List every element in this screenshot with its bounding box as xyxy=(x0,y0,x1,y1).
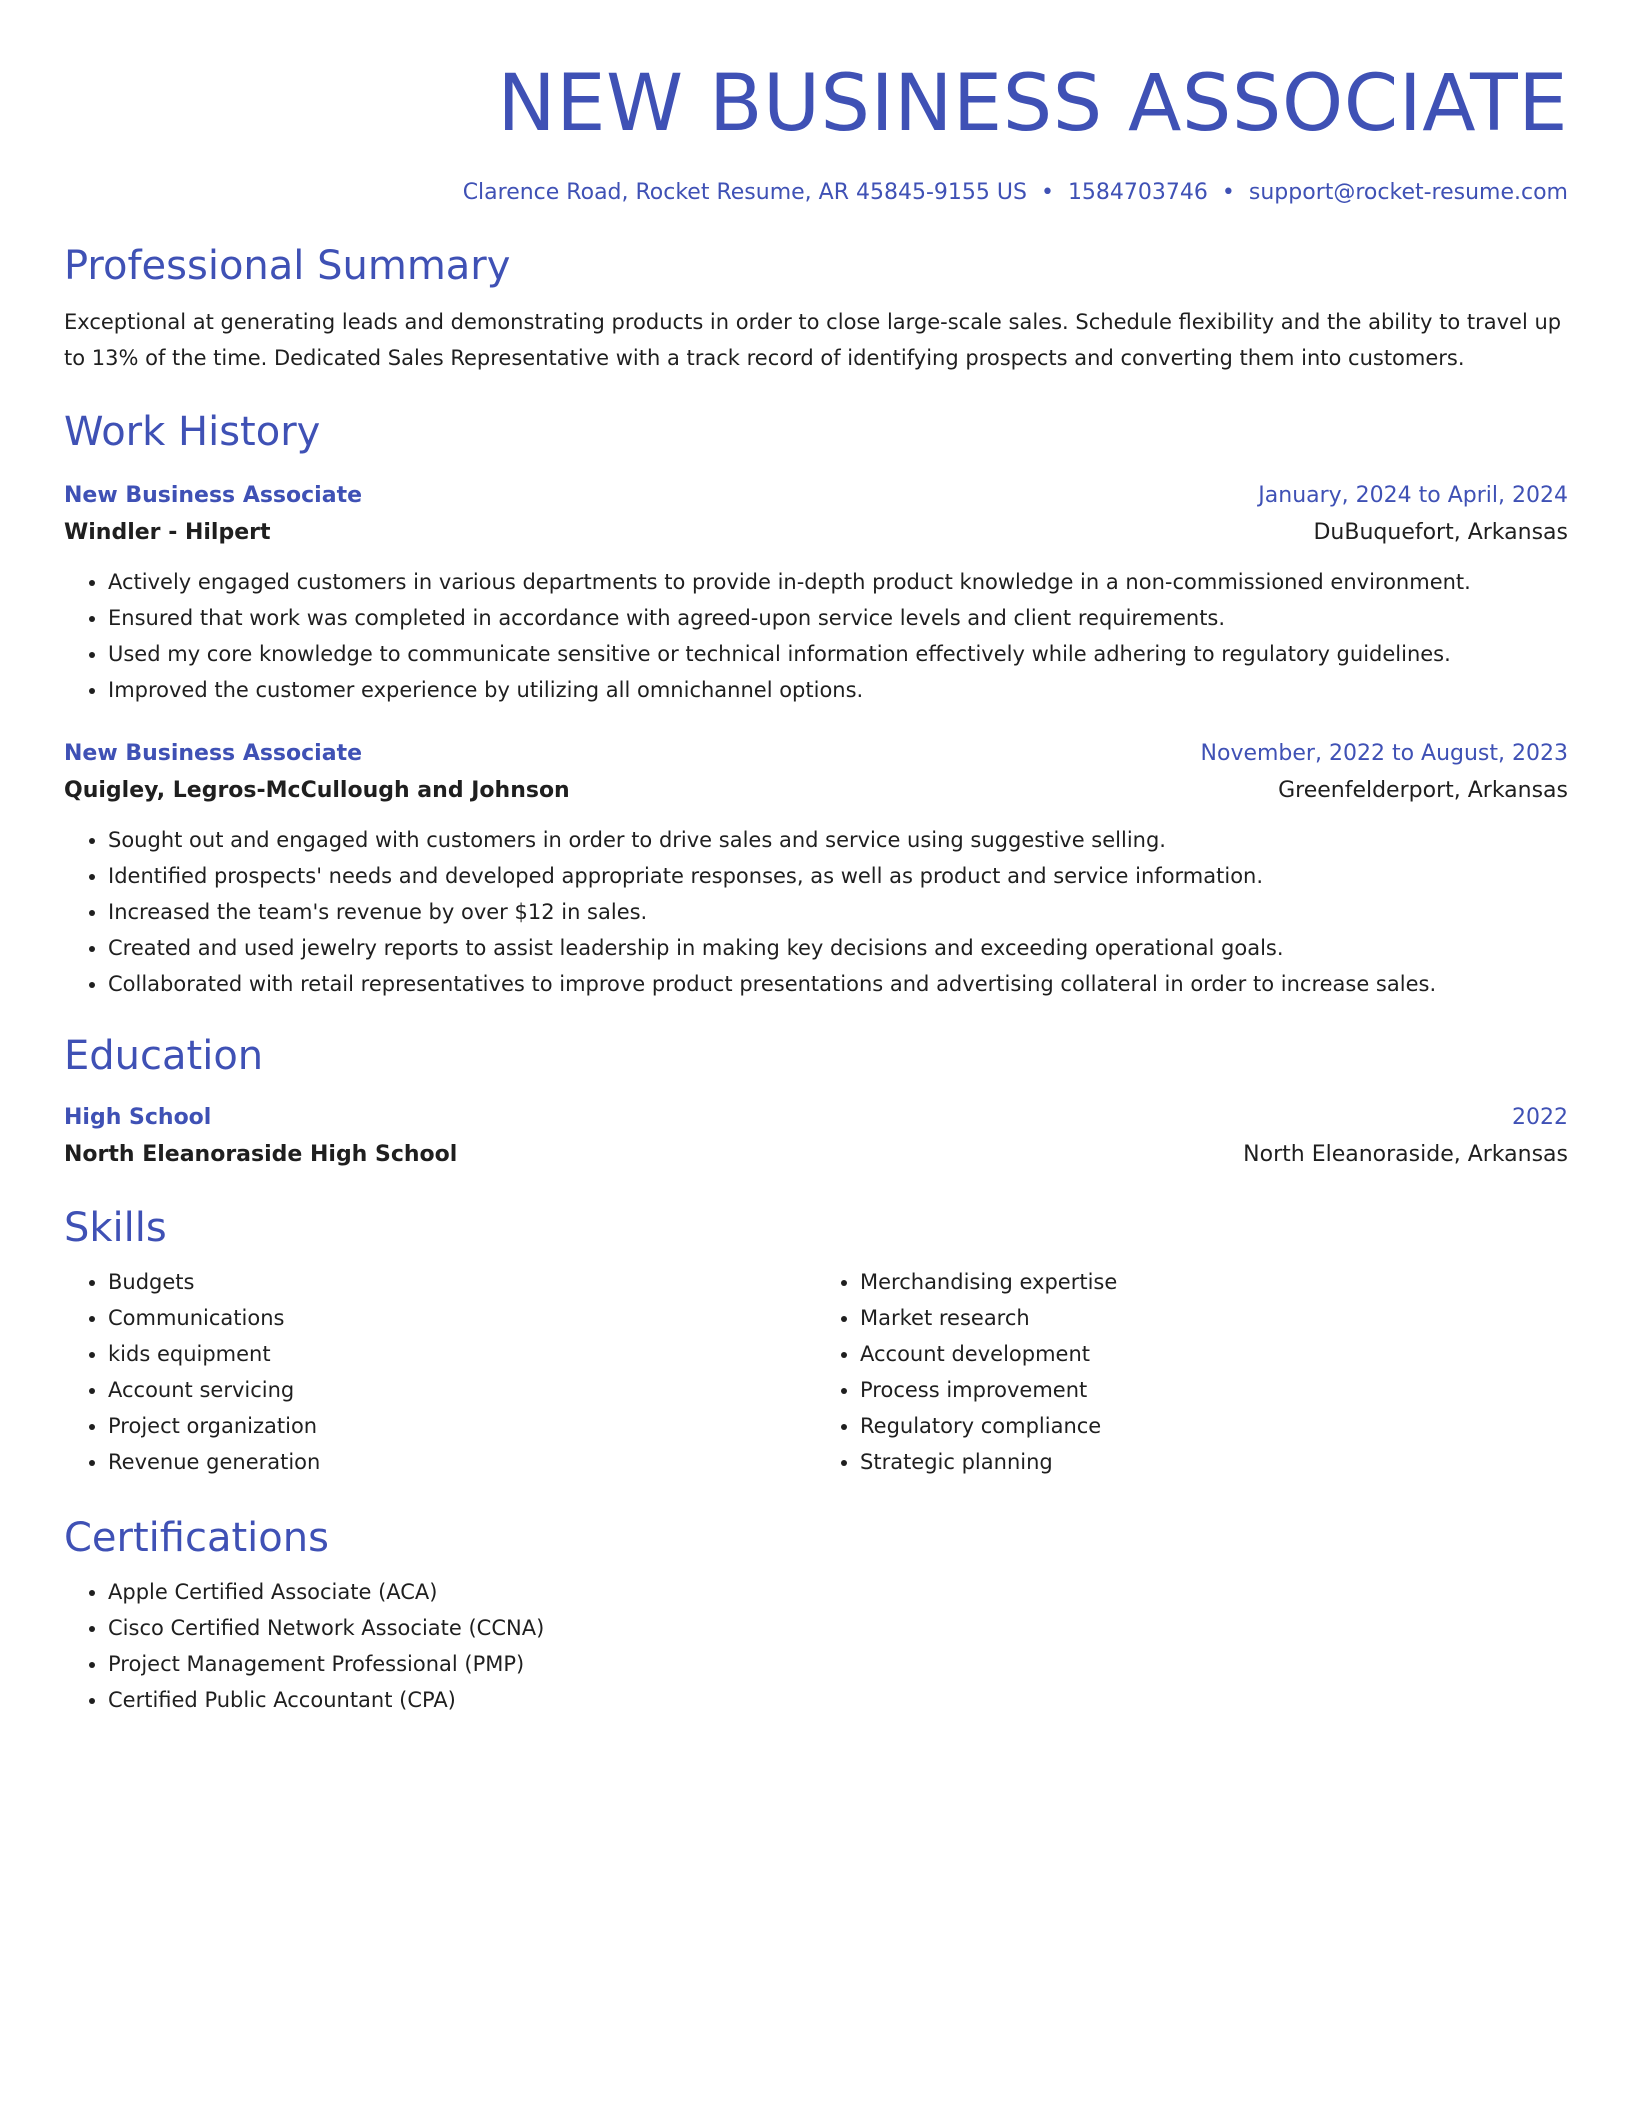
skill-item: • Market research xyxy=(860,1300,1568,1336)
skill-item: • Strategic planning xyxy=(860,1444,1568,1480)
section-title-work-history: Work History xyxy=(64,409,321,455)
skills-list xyxy=(816,1264,1568,1480)
job-dates: January, 2024 to April, 2024 xyxy=(1258,483,1568,508)
contact-separator: • xyxy=(1040,180,1054,205)
candidate-name: NEW BUSINESS ASSOCIATE xyxy=(497,59,1568,149)
job-bullet: • Used my core knowledge to communicate sensitive or technical information effectively while adhering to regulatory guidelines. xyxy=(108,636,1568,672)
job-company: Quigley, Legros-McCullough and Johnson xyxy=(64,778,570,803)
education-year: 2022 xyxy=(1512,1105,1568,1130)
job-entry xyxy=(64,478,1568,708)
section-title-summary: Professional Summary xyxy=(64,243,511,289)
job-bullets xyxy=(64,822,1568,1002)
skill-item: • Regulatory compliance xyxy=(860,1408,1568,1444)
job-company: Windler - Hilpert xyxy=(64,520,271,545)
section-title-education: Education xyxy=(64,1033,264,1079)
skills-grid xyxy=(64,1264,1568,1480)
contact-separator: • xyxy=(1221,180,1235,205)
resume-header xyxy=(64,52,1568,208)
job-entry xyxy=(64,736,1568,1002)
skill-item: • kids equipment xyxy=(108,1336,816,1372)
job-bullet: • Increased the team's revenue by over $12 in sales. xyxy=(108,894,1568,930)
skill-item: • Revenue generation xyxy=(108,1444,816,1480)
certifications-list xyxy=(64,1574,1568,1718)
certification-item: • Certified Public Accountant (CPA) xyxy=(108,1682,1568,1718)
section-title-skills: Skills xyxy=(64,1205,167,1251)
skill-item: • Project organization xyxy=(108,1408,816,1444)
job-title: New Business Associate xyxy=(64,741,363,766)
job-title: New Business Associate xyxy=(64,483,363,508)
job-dates: November, 2022 to August, 2023 xyxy=(1200,741,1568,766)
skills-list xyxy=(64,1264,816,1480)
skill-item: • Account servicing xyxy=(108,1372,816,1408)
skill-item: • Merchandising expertise xyxy=(860,1264,1568,1300)
job-bullet: • Ensured that work was completed in accordance with agreed-upon service levels and client requirements. xyxy=(108,600,1568,636)
contact-line xyxy=(64,178,1568,208)
education-school: North Eleanoraside High School xyxy=(64,1142,458,1167)
skills-column-left xyxy=(64,1264,816,1480)
certification-item: • Cisco Certified Network Associate (CCNA) xyxy=(108,1610,1568,1646)
job-location: DuBuquefort, Arkansas xyxy=(1313,520,1568,545)
section-title-certifications: Certifications xyxy=(64,1515,329,1561)
job-bullet: • Actively engaged customers in various departments to provide in-depth product knowledge in a non-commissioned environment. xyxy=(108,564,1568,600)
skill-item: • Process improvement xyxy=(860,1372,1568,1408)
job-bullet: • Collaborated with retail representatives to improve product presentations and advertising collateral in order to increase sales. xyxy=(108,966,1568,1002)
job-bullet: • Identified prospects' needs and developed appropriate responses, as well as product and service information. xyxy=(108,858,1568,894)
job-location: Greenfelderport, Arkansas xyxy=(1278,778,1568,803)
education-entry xyxy=(64,1100,1568,1174)
education-location: North Eleanoraside, Arkansas xyxy=(1243,1142,1568,1167)
certification-item: • Apple Certified Associate (ACA) xyxy=(108,1574,1568,1610)
contact-address: Clarence Road, Rocket Resume, AR 45845-9155 US xyxy=(462,180,1027,205)
job-bullet: • Improved the customer experience by utilizing all omnichannel options. xyxy=(108,672,1568,708)
job-bullet: • Created and used jewelry reports to assist leadership in making key decisions and exceeding operational goals. xyxy=(108,930,1568,966)
skill-item: • Budgets xyxy=(108,1264,816,1300)
contact-phone: 1584703746 xyxy=(1067,180,1208,205)
skill-item: • Communications xyxy=(108,1300,816,1336)
education-degree: High School xyxy=(64,1105,212,1130)
summary-text: Exceptional at generating leads and demonstrating products in order to close large-scale sales. Schedule flexibility and the ability to travel up to 13% of the time. Dedicated Sales Representative with a track record of identifying prospects and converting them into customers. xyxy=(64,310,1562,370)
job-bullets xyxy=(64,564,1568,708)
skills-column-right xyxy=(816,1264,1568,1480)
skill-item: • Account development xyxy=(860,1336,1568,1372)
job-bullet: • Sought out and engaged with customers in order to drive sales and service using suggestive selling. xyxy=(108,822,1568,858)
contact-email: support@rocket-resume.com xyxy=(1248,180,1568,205)
certification-item: • Project Management Professional (PMP) xyxy=(108,1646,1568,1682)
